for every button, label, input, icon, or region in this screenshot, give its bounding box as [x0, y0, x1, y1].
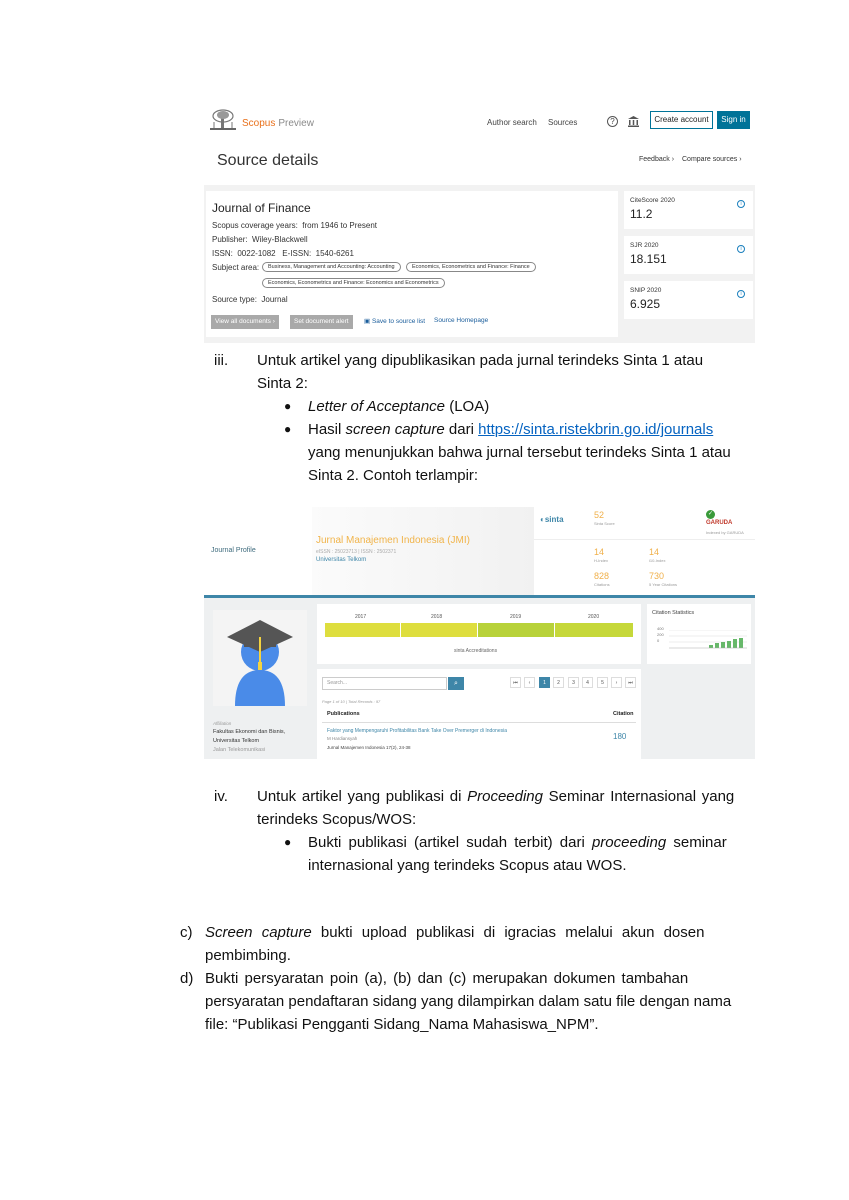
elsevier-tree-logo-icon: [210, 108, 236, 132]
search-button[interactable]: [448, 677, 464, 690]
graduate-avatar-icon: [213, 610, 307, 706]
scopus-brand[interactable]: Scopus Preview: [242, 118, 314, 129]
stat-value: 730: [649, 571, 665, 581]
item-iv-marker: iv.: [214, 788, 228, 805]
citation-bars: [669, 630, 747, 650]
last-page-button[interactable]: ⏭: [625, 677, 636, 688]
scopus-preview-label: Preview: [278, 118, 314, 129]
accreditation-segment: [401, 623, 477, 637]
snip-metric: SNIP 2020 6.925 i: [624, 281, 753, 319]
save-to-source-list-link[interactable]: ▣ Save to source list: [364, 318, 426, 325]
garuda-logo: GARUDA: [706, 520, 733, 526]
help-icon[interactable]: ?: [607, 116, 618, 127]
publication-title-link[interactable]: Faktor yang Mempengaruhi Profitabilitas Bank Take Over Premerger di Indonesia: [327, 728, 507, 734]
divider: [322, 722, 636, 723]
avatar: [213, 610, 307, 706]
page-info: Page 1 of 10 | Total Records : 97: [322, 699, 381, 704]
item-c-line2: pembimbing.: [205, 947, 291, 964]
publisher-row: Publisher: Wiley-Blackwell: [212, 235, 308, 244]
subject-chip[interactable]: Economics, Econometrics and Finance: Economics and Econometrics: [262, 278, 445, 288]
page-button[interactable]: 4: [582, 677, 593, 688]
item-c-marker: c): [180, 924, 193, 941]
publication-journal: Jurnal Manajemen Indonesia 17(2), 24-38: [327, 745, 411, 750]
citation-statistics-title: Citation Statistics: [652, 610, 695, 616]
page-button[interactable]: 2: [553, 677, 564, 688]
accreditation-timeline: [317, 604, 641, 664]
sinta-journal-title[interactable]: Jurnal Manajemen Indonesia (JMI): [316, 535, 470, 546]
year-label: 2019: [510, 614, 522, 620]
compare-sources-link[interactable]: Compare sources ›: [682, 156, 742, 163]
loa-item: Letter of Acceptance (LOA): [308, 398, 490, 415]
sinta-issn: eISSN : 25023713 | ISSN : 2502371: [316, 549, 397, 555]
page-title: Source details: [217, 152, 319, 169]
publication-citation-count: 180: [613, 732, 627, 741]
affiliation-block: Affiliation Fakultas Ekonomi dan Bisnis, Universitas Telkom Jalan Telekomunikasi: [213, 721, 286, 753]
sign-in-button[interactable]: Sign in: [717, 111, 750, 129]
info-icon[interactable]: i: [737, 245, 745, 253]
institution-icon[interactable]: [628, 116, 639, 127]
source-type-row: Source type: Journal: [212, 295, 288, 304]
page-button[interactable]: 5: [597, 677, 608, 688]
next-page-button[interactable]: ›: [611, 677, 622, 688]
nav-sources[interactable]: Sources: [548, 118, 578, 127]
citation-axis: 400 200 0: [657, 626, 664, 643]
bullet-icon: ●: [284, 835, 292, 849]
accreditation-segment: [555, 623, 633, 637]
bullet-icon: ●: [284, 399, 292, 413]
year-label: 2020: [588, 614, 600, 620]
sinta-logo: ◐sinta: [540, 515, 564, 524]
journal-profile-label: Journal Profile: [211, 547, 256, 554]
sinta-score: 52: [594, 510, 605, 520]
col-citation: Citation: [613, 711, 634, 717]
search-input[interactable]: Search...: [322, 677, 447, 690]
info-icon[interactable]: i: [737, 200, 745, 208]
sinta-screenshot: [204, 507, 755, 759]
search-icon: ⌕: [454, 680, 458, 687]
stat-label: H-Index: [594, 558, 609, 563]
stat-label: Citations: [594, 582, 610, 587]
garuda-label: Indexed by GARUDA: [706, 530, 744, 535]
item-iii-line1: Untuk artikel yang dipublikasikan pada jurnal terindeks Sinta 1 atau: [257, 352, 704, 369]
sjr-metric: SJR 2020 18.151 i: [624, 236, 753, 274]
feedback-link[interactable]: Feedback ›: [639, 156, 675, 163]
page-button[interactable]: 3: [568, 677, 579, 688]
journal-card: [206, 191, 618, 337]
proceeding-line2: internasional yang terindeks Scopus atau WOS.: [308, 857, 627, 874]
sinta-score-label: Sinta Score: [594, 521, 615, 526]
create-account-button[interactable]: Create account: [650, 111, 713, 129]
set-document-alert-button[interactable]: Set document alert: [290, 315, 353, 329]
chevron-right-icon: ›: [671, 156, 675, 163]
publication-author: M Hardiansyah: [327, 736, 358, 741]
sinta-link[interactable]: https://sinta.ristekbrin.go.id/journals: [478, 421, 714, 438]
stat-value: 14: [594, 547, 605, 557]
item-d-line2: persyaratan pendaftaran sidang yang dilampirkan dalam satu file dengan nama: [205, 993, 732, 1010]
bullet-icon: ●: [284, 422, 292, 436]
item-c-line1: Screen capture bukti upload publikasi di igracias melalui akun dosen: [205, 924, 705, 941]
item-iv-line1: Untuk artikel yang publikasi di Proceeding Seminar Internasional yang: [257, 788, 735, 805]
view-all-documents-button[interactable]: View all documents ›: [211, 315, 279, 329]
item-d-line3: file: “Publikasi Pengganti Sidang_Nama Mahasiswa_NPM”.: [205, 1016, 599, 1033]
subject-chip[interactable]: Business, Management and Accounting: Accounting: [262, 262, 401, 272]
prev-page-button[interactable]: ‹: [524, 677, 535, 688]
item-iv-line2: terindeks Scopus/WOS:: [257, 811, 417, 828]
sinta-accreditations-label: sinta Accreditations: [454, 648, 498, 654]
citation-statistics-panel: [647, 604, 751, 664]
save-icon: ▣: [364, 318, 371, 325]
info-icon[interactable]: i: [737, 290, 745, 298]
item-iii-marker: iii.: [214, 352, 229, 369]
year-label: 2017: [355, 614, 367, 620]
sinta-university[interactable]: Universitas Telkom: [316, 557, 367, 563]
scopus-screenshot: [204, 103, 755, 343]
stat-value: 14: [649, 547, 660, 557]
year-label: 2018: [431, 614, 443, 620]
citescore-metric: CiteScore 2020 11.2 i: [624, 191, 753, 229]
coverage-row: Scopus coverage years: from 1946 to Present: [212, 221, 377, 230]
journal-title: Journal of Finance: [212, 201, 311, 215]
sinta-stats-panel: [534, 507, 755, 595]
item-iii-line2: Sinta 2:: [257, 375, 308, 392]
screen-capture-item: Hasil screen capture dari https://sinta.ristekbrin.go.id/journals: [308, 421, 714, 438]
check-icon: ✓: [707, 511, 714, 517]
chevron-right-icon: ›: [739, 156, 742, 163]
sinta-logo-icon: ◐: [540, 515, 545, 524]
col-publications: Publications: [327, 711, 360, 717]
source-homepage-link[interactable]: Source Homepage: [434, 317, 489, 324]
screen-capture-line3: Sinta 2. Contoh terlampir:: [308, 467, 479, 484]
subject-chip[interactable]: Economics, Econometrics and Finance: Finance: [406, 262, 536, 272]
screen-capture-line2: yang menunjukkan bahwa jurnal tersebut terindeks Sinta 1 atau: [308, 444, 731, 461]
accreditation-segment: [478, 623, 554, 637]
proceeding-item: Bukti publikasi (artikel sudah terbit) dari proceeding seminar: [308, 834, 727, 851]
publications-list: [317, 669, 641, 759]
divider: [534, 539, 755, 540]
subject-area-label: Subject area:: [212, 263, 260, 272]
page-button[interactable]: 1: [539, 677, 550, 688]
accreditation-segment: [325, 623, 400, 637]
stat-label: 5 Year Citations: [649, 582, 678, 587]
nav-author-search[interactable]: Author search: [487, 118, 537, 127]
item-d-marker: d): [180, 970, 194, 987]
stat-value: 828: [594, 571, 610, 581]
issn-row: ISSN: 0022-1082 E-ISSN: 1540-6261: [212, 249, 354, 258]
first-page-button[interactable]: ⏮: [510, 677, 521, 688]
stat-label: i10-Index: [649, 558, 666, 563]
item-d-line1: Bukti persyaratan poin (a), (b) dan (c) merupakan dokumen tambahan: [205, 970, 689, 987]
